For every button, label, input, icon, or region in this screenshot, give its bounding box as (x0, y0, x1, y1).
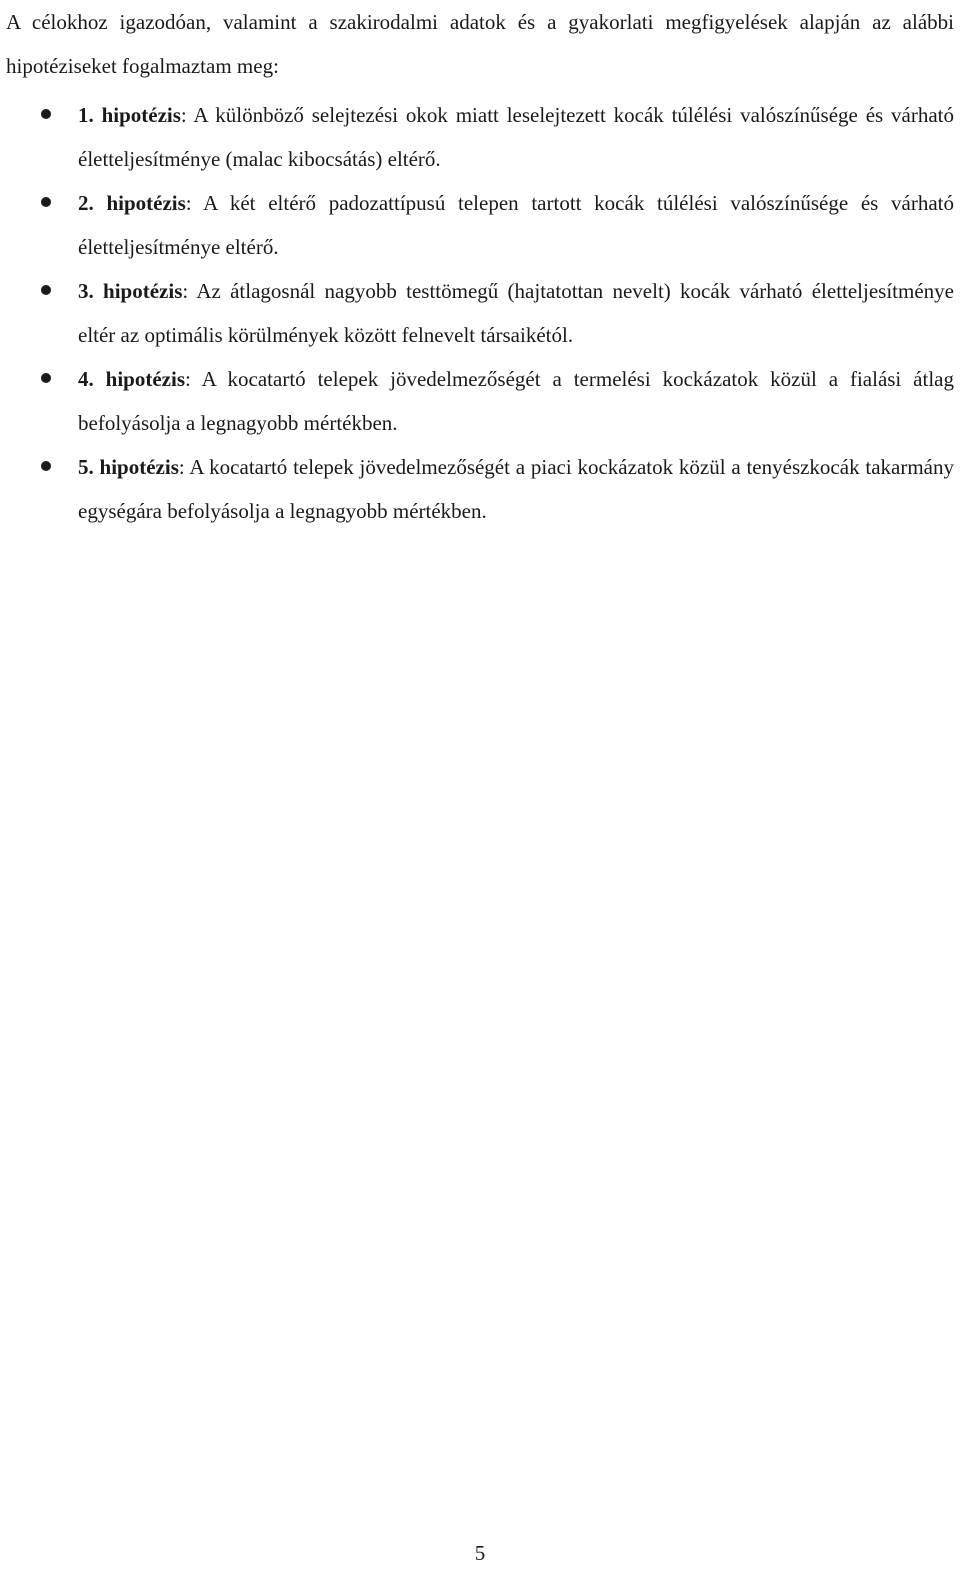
hypothesis-text: Az átlagosnál nagyobb testtömegű (hajtatottan nevelt) kocák várható életteljesítménye eltér az optimális körülmények között felnevelt társaikétól. (78, 279, 954, 347)
hypothesis-label: 1. hipotézis (78, 103, 181, 127)
page-number: 5 (474, 1541, 486, 1565)
hypothesis-label: 2. hipotézis (78, 191, 186, 215)
bullet-icon (41, 461, 51, 471)
bullet-icon (41, 285, 51, 295)
hypothesis-label: 4. hipotézis (78, 367, 186, 391)
hypothesis-text: A különböző selejtezési okok miatt leselejtezett kocák túlélési valószínűsége és várható életteljesítménye (malac kibocsátás) eltérő. (78, 103, 954, 171)
hypothesis-label: 3. hipotézis (78, 279, 183, 303)
hypothesis-item-4 (0, 357, 954, 445)
hypothesis-separator: : (182, 279, 189, 303)
bullet-icon (41, 373, 51, 383)
hypothesis-text: A kocatartó telepek jövedelmezőségét a piaci kockázatok közül a tenyészkocák takarmány egységára befolyásolja a legnagyobb mértékben. (78, 455, 954, 523)
hypothesis-text: A kocatartó telepek jövedelmezőségét a termelési kockázatok közül a fialási átlag befolyásolja a legnagyobb mértékben. (78, 367, 954, 435)
hypothesis-separator: : (180, 103, 187, 127)
hypothesis-label: 5. hipotézis (78, 455, 179, 479)
bullet-icon (41, 197, 51, 207)
hypothesis-separator: : (185, 367, 191, 391)
hypothesis-item-5 (0, 445, 954, 533)
hypothesis-item-2 (0, 181, 954, 269)
hypothesis-separator: : (178, 455, 185, 479)
hypothesis-list (0, 93, 960, 533)
hypothesis-text: A két eltérő padozattípusú telepen tartott kocák túlélési valószínűsége és várható életteljesítménye eltérő. (78, 191, 954, 259)
bullet-icon (41, 109, 51, 119)
intro-paragraph: A célokhoz igazodóan, valamint a szakirodalmi adatok és a gyakorlati megfigyelések alapján az alábbi hipotéziseket fogalmaztam meg: (6, 10, 954, 78)
hypothesis-item-3 (0, 269, 954, 357)
hypothesis-item-1 (0, 93, 954, 181)
hypothesis-separator: : (185, 191, 192, 215)
